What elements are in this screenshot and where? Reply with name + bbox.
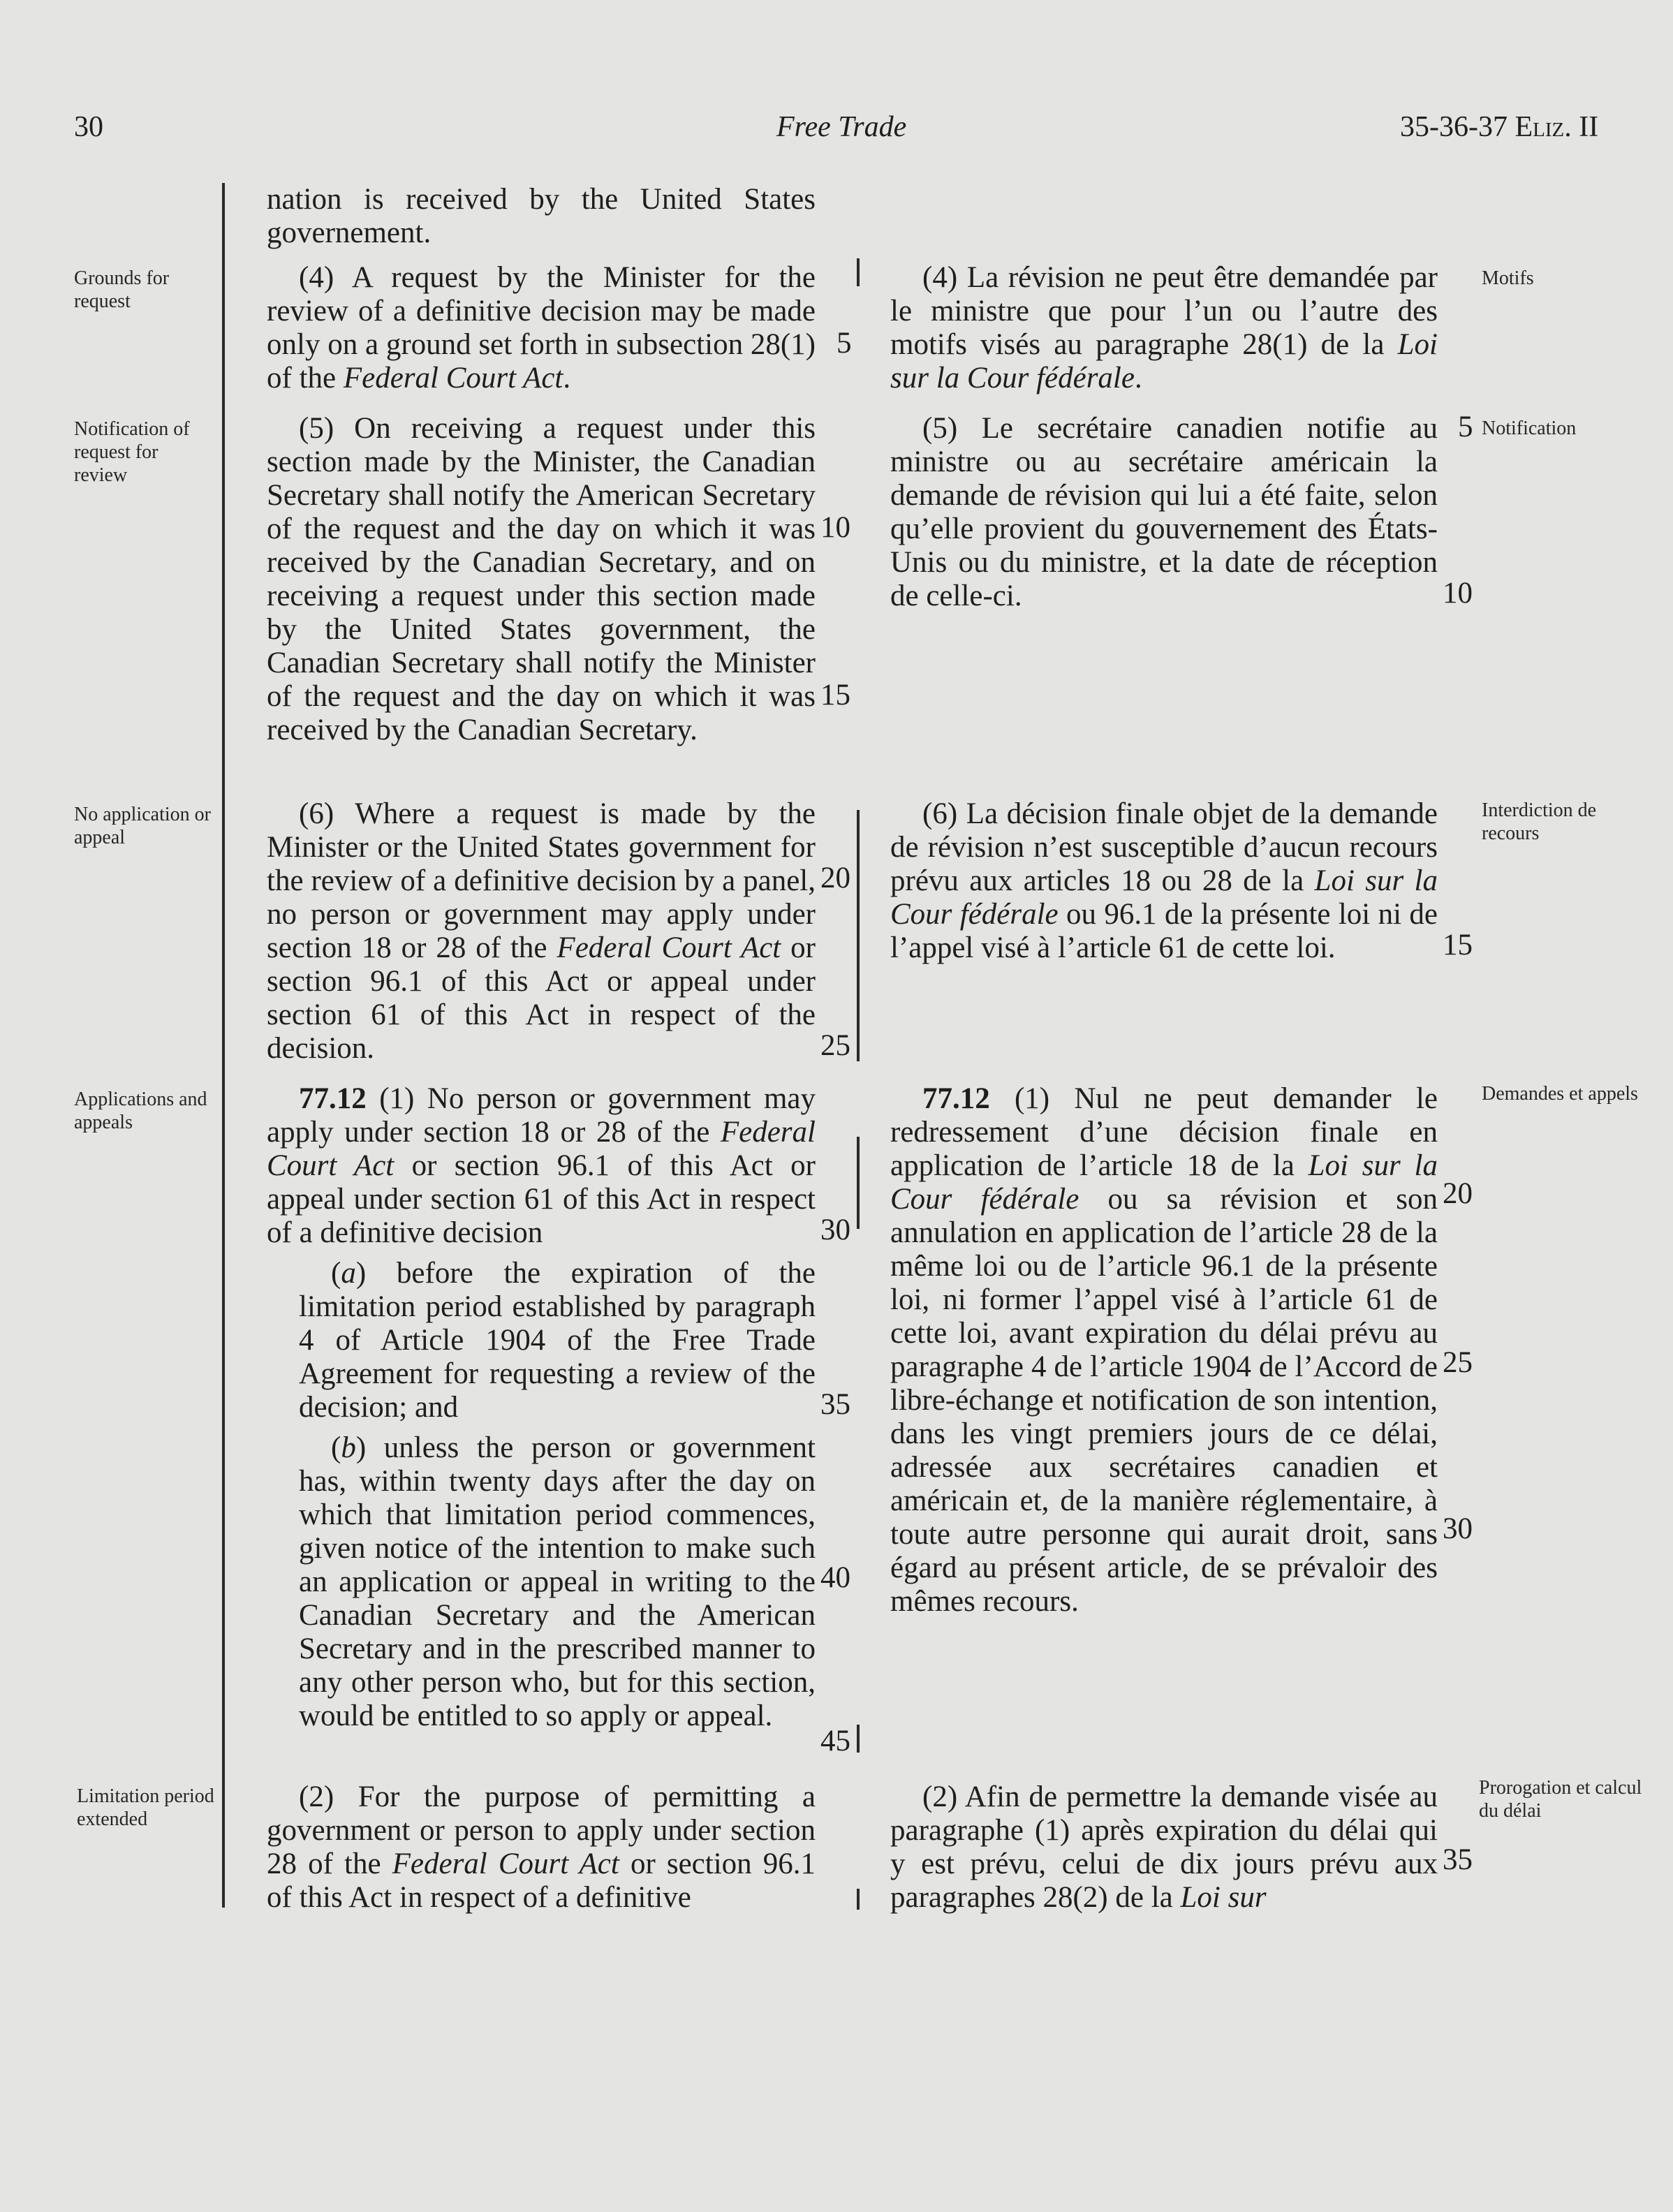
english-subsection-2 [267,1780,816,1915]
english-text: . [563,362,571,395]
statute-title: Loi sur la Cour fédérale [890,328,1438,395]
english-text: (2) For the purpose of permitting a government or person to apply under section 28 of the [267,1780,816,1880]
french-subsection-2 [890,1780,1438,1915]
french-text: (5) Le secrétaire canadien notifie au ministre ou au secrétaire américain la demande de révision qui lui a été faite, selon qu’elle provient du gouvernement des États-Unis ou du ministre, et la date de réception de celle-ci. [890,412,1438,612]
english-text: (5) On receiving a request under this section made by the Minister, the Canadian Secretary shall notify the American Secretary of the request and the day on which it was received by the Canadian Secretary, and on receiving a request under this section made by the United States government, the Canadian Secretary shall notify the Minister of the request and the day on which it was received by the Canadian Secretary. [267,412,816,746]
french-text: ou sa révision et son annulation en application de l’article 28 de la même loi ou de l’article 96.1 de la présente loi, ni former l’appel visé à l’article 61 de cette loi, avant expiration du délai prévu au paragraphe 4 de l’article 1904 de l’Accord de libre-échange et notification de son intention, dans les vingt premiers jours de ce délai, adressée aux secrétaires canadien et américain et, de la manière réglementaire, à toute autre personne qui aurait droit, sans égard au présent article, de se prévaloir des mêmes recours. [890,1183,1438,1618]
french-section-77-12 [890,1082,1438,1619]
margin-note-applications: Applications and appeals [74,1089,207,1133]
english-text: (4) A request by the Minister for the review of a definitive decision may be made only on a ground set forth in subsection 28(1) of the [267,261,816,395]
french-text: (2) Afin de permettre la demande visée au paragraphe (1) après expiration du délai qui y est prévu, celui de dix jours prévu aux paragraphes 28(2) de la [890,1780,1438,1914]
english-subsection-4 [267,261,816,395]
running-title: Free Trade [776,111,907,143]
section-number: 77.12 [299,1082,367,1115]
french-text: . [1134,362,1142,395]
english-text: or section 96.1 of this Act in respect of a definitive [267,1848,816,1914]
margin-note-interdiction: Interdiction de recours [1482,799,1597,844]
left-line-number: 45 [820,1725,850,1757]
left-line-number: 5 [836,327,852,360]
left-line-number: 40 [820,1561,850,1594]
right-line-number: 20 [1443,1177,1473,1210]
french-subsection-6 [890,797,1438,965]
statute-title: Federal Court Act [392,1848,619,1880]
left-line-number: 25 [820,1029,850,1062]
right-line-number: 30 [1443,1512,1473,1545]
margin-note-limitation: Limitation period extended [77,1785,214,1830]
right-line-number: 25 [1443,1346,1473,1379]
right-line-number: 5 [1458,411,1473,443]
statute-title: Federal Court Act [267,1116,816,1182]
statute-title: Loi sur [1180,1881,1267,1914]
statute-title: Loi sur la Cour fédérale [890,864,1438,931]
paragraph-label: a [341,1257,356,1290]
english-text: (1) No person or government may apply under section 18 or 28 of the [267,1082,816,1149]
section-number: 77.12 [922,1082,990,1115]
statute-title: Loi sur la Cour fédérale [890,1149,1438,1216]
page-number: 30 [74,111,103,143]
french-text: (1) Nul ne peut demander le redressement d’une décision finale en application de l’article 18 de la [890,1082,1438,1182]
margin-note-demandes: Demandes et appels [1482,1083,1638,1105]
left-line-number: 35 [820,1388,850,1421]
left-line-number: 30 [820,1214,850,1246]
french-text: ou 96.1 de la présente loi ni de l’appel visé à l’article 61 de cette loi. [890,898,1438,964]
english-text: (6) Where a request is made by the Minister or the United States government for the review of a definitive decision by a panel, no person or government may apply under section 18 or 28 of the [267,797,816,964]
english-para-continuation [267,183,816,250]
right-line-number: 10 [1443,577,1473,610]
right-line-number: 35 [1443,1843,1473,1876]
margin-note-no-application: No application or appeal [74,804,211,848]
english-text: before the expiration of the limitation period established by paragraph 4 of Article 1904 of the Free Trade Agreement for requesting a review of the decision; and [299,1257,816,1424]
statute-title: Federal Court Act [343,362,563,395]
left-margin-rule [222,183,225,1908]
english-paragraph-b: (b) unless the person or government has, within twenty days after the day on which that limitation period commences, given notice of the intention to make such an application or appeal in writing to the Canadian Secretary and the American Secretary and in the prescribed manner to any other person who, but for this section, would be entitled to so apply or appeal. [299,1431,816,1732]
center-rule-1 [857,258,860,286]
margin-note-notification-fr: Notification [1482,418,1577,439]
margin-note-motifs: Motifs [1482,267,1534,289]
paragraph-label: b [341,1431,356,1464]
center-rule-5 [857,1889,860,1910]
french-text: (4) La révision ne peut être demandée par le ministre que pour l’un ou l’autre des motifs visés au paragraphe 28(1) de la [890,261,1438,361]
right-line-number: 15 [1443,929,1473,961]
margin-note-prorogation: Prorogation et calcul du délai [1479,1777,1642,1822]
english-text: or section 96.1 of this Act or appeal under section 61 of this Act in respect of the decision. [267,931,816,1065]
statute-title: Federal Court Act [557,931,781,964]
margin-note-grounds: Grounds for request [74,267,170,312]
regnal-citation: 35-36-37 Eliz. II [1400,111,1599,143]
english-section-77-12 [267,1082,816,1250]
english-paragraph-a: (a) before the expiration of the limitation period established by paragraph 4 of Article 1904 of the Free Trade Agreement for requesting a review of the decision; and [299,1257,816,1424]
left-line-number: 15 [820,679,850,711]
french-subsection-5 [890,412,1438,613]
left-line-number: 20 [820,862,850,894]
english-text: or section 96.1 of this Act or appeal under section 61 of this Act in respect of a definitive decision [267,1149,816,1249]
english-text: unless the person or government has, within twenty days after the day on which that limitation period commences, given notice of the intention to make such an application or appeal in writing to the Canadian Secretary and the American Secretary and in the prescribed manner to any other person who, but for this section, would be entitled to so apply or appeal. [299,1431,816,1732]
french-text: (6) La décision finale objet de la demande de révision n’est susceptible d’aucun recours prévu aux articles 18 ou 28 de la [890,797,1438,897]
english-text: nation is received by the United States governement. [267,183,816,249]
margin-note-notification: Notification of request for review [74,418,190,486]
left-line-number: 10 [820,511,850,544]
english-subsection-5 [267,412,816,747]
french-subsection-4 [890,261,1438,395]
center-rule-2 [857,810,860,1061]
center-rule-3 [857,1137,860,1229]
center-rule-4 [857,1725,860,1753]
english-subsection-6 [267,797,816,1066]
